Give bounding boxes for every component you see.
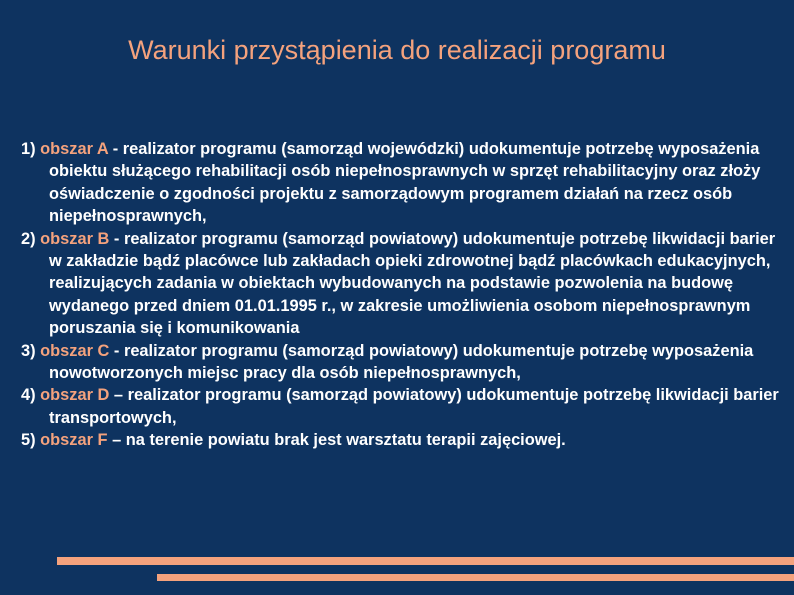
area-label: obszar B: [40, 229, 110, 248]
area-label: obszar A: [40, 140, 109, 158]
item-number: 1): [21, 140, 41, 158]
item-number: 2): [21, 229, 41, 248]
area-label: obszar F: [40, 431, 108, 450]
item-text: – na terenie powiatu brak jest warsztatu terapii zajęciowej.: [107, 431, 566, 450]
list-item: [21, 138, 781, 228]
item-text: - realizator programu (samorząd powiatowy) udokumentuje potrzebę wyposażenia nowotworzonych miejsc pracy dla osób niepełnosprawnych,: [49, 341, 754, 383]
item-number: 3): [21, 341, 41, 360]
decorative-bar-bottom: [157, 574, 794, 581]
item-text: - realizator programu (samorząd powiatowy) udokumentuje potrzebę likwidacji barier w zakładzie bądź placówce lub zakładach opieki zdrowotnej bądź placówkach edukacyjnych, realizujących zadania w obiektach wybudowanych na podstawie pozwolenia na budowę wydanego przed dniem 01.01.1995 r., w zakresie umożliwienia osobom niepełnosprawnym poruszania się i komunikowania: [49, 229, 776, 338]
area-label: obszar D: [40, 386, 110, 405]
item-text: - realizator programu (samorząd wojewódzki) udokumentuje potrzebę wyposażenia obiektu służącego rehabilitacji osób niepełnosprawnych w sprzęt rehabilitacyjny oraz złoży oświadczenie o zgodności projektu z samorządowym programem działań na rzecz osób niepełnosprawnych,: [49, 140, 761, 226]
item-text: – realizator programu (samorząd powiatowy) udokumentuje potrzebę likwidacji barier transportowych,: [49, 386, 779, 427]
decorative-bar-top: [57, 557, 794, 565]
slide-title: Warunki przystąpienia do realizacji programu: [128, 35, 666, 65]
item-number: 5): [21, 431, 41, 450]
item-number: 4): [21, 386, 41, 405]
list-item: [21, 429, 781, 451]
list-item: [21, 384, 781, 429]
list-item: [21, 228, 781, 340]
list-item: [21, 340, 781, 385]
conditions-list: [21, 138, 781, 452]
area-label: obszar C: [40, 341, 110, 360]
